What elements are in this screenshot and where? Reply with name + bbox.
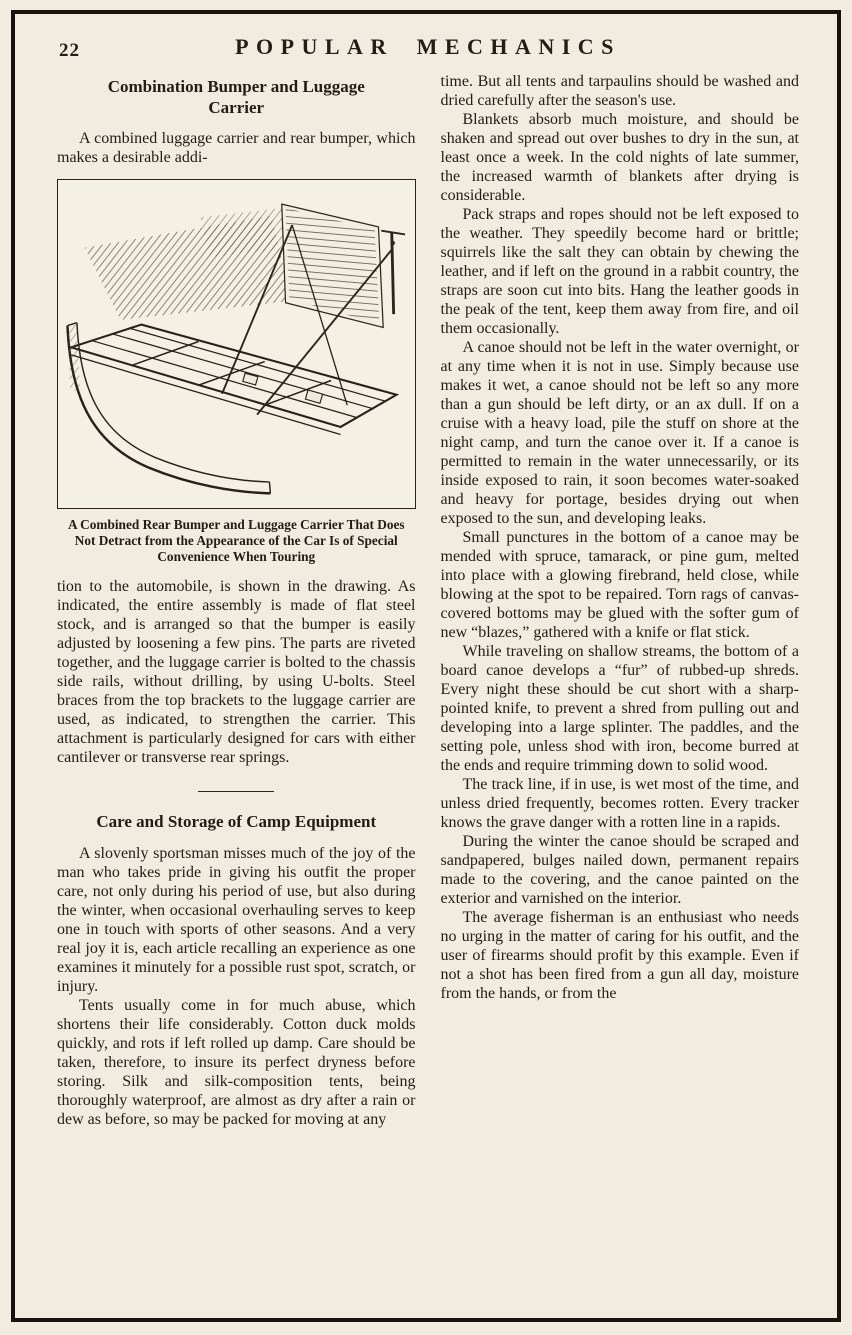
paragraph: Tents usually come in for much abuse, which shortens their life considerably. Cotton duck molds quickly, and rots if left rolled up damp. Care should be taken, therefore, to insure its perfect dryness before storing. Silk and silk-composition tents, being thoroughly waterproof, are almost as dry after a rain or dew as before, so may be packed for moving at any — [57, 996, 416, 1128]
paragraph: tion to the automobile, is shown in the drawing. As indicated, the entire assembly is made of flat steel stock, and is arranged so that the bumper is easily adjusted by loosening a few pins. The parts are riveted together, and the luggage carrier is bolted to the chassis side rails, without drilling, by using U-bolts. Steel braces from the top brackets to the luggage carrier are used, as indicated, to strengthen the carrier. This attachment is particularly designed for cars with either cantilever or transverse rear springs. — [57, 578, 416, 767]
figure-caption: A Combined Rear Bumper and Luggage Carrier That Does Not Detract from the Appearance of the Car Is of Special Convenience When Touring — [67, 517, 405, 564]
paragraph: A combined luggage carrier and rear bumper, which makes a desirable addi- — [57, 130, 416, 166]
bumper-carrier-drawing — [58, 180, 415, 508]
paragraph: time. But all tents and tarpaulins should be washed and dried carefully after the season's use. — [440, 73, 799, 109]
page-number: 22 — [59, 40, 80, 61]
paragraph: While traveling on shallow streams, the bottom of a board canoe develops a “fur” of rubbed-up shreds. Every night these should be cut short with a sharp-pointed knife, to prevent a shred from pulling out and developing into a large splinter. The paddles, and the setting pole, unless shod with iron, become burred at the ends and require trimming down to solid wood. — [440, 643, 799, 774]
bumper-carrier-illustration — [57, 179, 416, 509]
paragraph: Pack straps and ropes should not be left exposed to the weather. They speedily become hard or brittle; squirrels like the salt they can obtain by chewing the leather, and if left on the ground in a rabbit country, the straps are soon cut into bits. Hang the leather goods in the peak of the tent, keep them away from fire, and oil them occasionally. — [440, 206, 799, 337]
paragraph: Blankets absorb much moisture, and should be shaken and spread out over bushes to dry in the sun, at least once a week. In the cold nights of late summer, the increased warmth of blankets after drying is considerable. — [440, 111, 799, 204]
page-header — [57, 26, 799, 72]
figure-bumper-luggage-carrier — [57, 179, 416, 564]
paragraph: The track line, if in use, is wet most of the time, and unless dried frequently, becomes rotten. Every tracker knows the grave danger with a rotten line in a rapids. — [440, 776, 799, 831]
page-frame — [11, 10, 841, 1322]
masthead-title: POPULAR MECHANICS — [235, 34, 621, 59]
article-title-camp-equipment: Care and Storage of Camp Equipment — [96, 812, 377, 832]
article-title-bumper-carrier: Combination Bumper and Luggage Carrier — [107, 77, 365, 117]
right-column — [441, 72, 800, 1129]
paragraph: The average fisherman is an enthusiast who needs no urging in the matter of caring for his outfit, and the user of firearms should profit by this example. Even if not a shot has been fired from a gun all day, moisture from the hands, or from the — [440, 909, 799, 1002]
left-column — [57, 72, 416, 1129]
paragraph: A slovenly sportsman misses much of the joy of the man who takes pride in giving his outfit the proper care, not only during his period of use, but also during the winter, when occasional overhauling serves to keep one in touch with sports of other seasons. And a very real joy it is, each article recalling an experience as one examines it minutely for a possible rust spot, scratch, or injury. — [57, 844, 416, 995]
two-column-body — [57, 72, 799, 1129]
section-divider — [198, 791, 274, 792]
paragraph: Small punctures in the bottom of a canoe may be mended with spruce, tamarack, or pine gum, melted into place with a glowing firebrand, held close, while blowing at the spot to be repaired. Torn rags of canvas-covered bottoms may be glued with the softer gum of new “blazes,” gathered with a knife or flat stick. — [440, 529, 799, 641]
paragraph: A canoe should not be left in the water overnight, or at any time when it is not in use. Simply because use makes it wet, a canoe should not be left so any more than a gun should be left dirty, or an ax dull. If on a cruise with a heavy load, pile the stuff on shore at the night camp, and turn the canoe over it. If a canoe is permitted to remain in the water unnecessarily, or its inside exposed to rain, it soon becomes water-soaked and heavy for portage, besides drying out when exposed to the sun, and developing leaks. — [440, 339, 799, 527]
paragraph: During the winter the canoe should be scraped and sandpapered, bulges nailed down, permanent repairs made to the covering, and the canoe painted on the exterior and varnished on the interior. — [440, 833, 799, 907]
